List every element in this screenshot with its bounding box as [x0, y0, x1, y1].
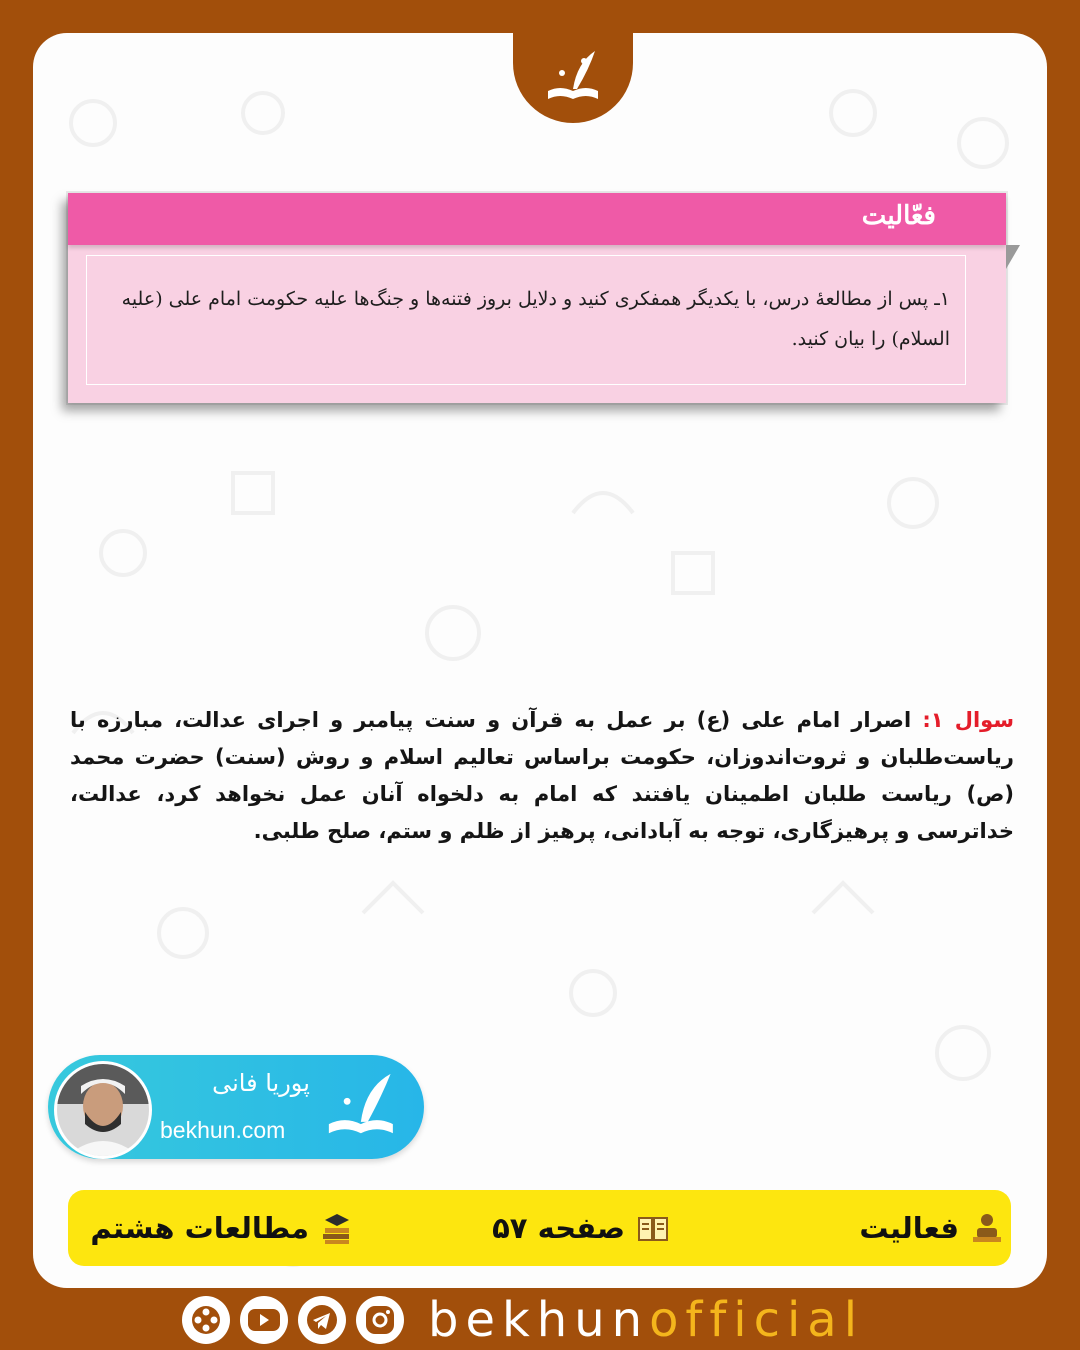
- open-book-icon: [635, 1210, 671, 1246]
- avatar: [54, 1061, 152, 1159]
- teacher-icon: [969, 1210, 1005, 1246]
- page-label: صفحه ۵۷: [492, 1211, 625, 1245]
- books-icon: [319, 1210, 355, 1246]
- topic-label: فعالیت: [859, 1211, 959, 1245]
- textbook-activity-box: [68, 193, 1006, 403]
- activity-header: [68, 193, 1006, 245]
- topic-item: [859, 1204, 1005, 1252]
- author-badge: [48, 1055, 424, 1159]
- youtube-icon[interactable]: [240, 1296, 288, 1344]
- telegram-icon[interactable]: [298, 1296, 346, 1344]
- author-photo: [57, 1064, 149, 1156]
- bekhun-logo-icon: [538, 43, 608, 113]
- film-reel-icon[interactable]: [182, 1296, 230, 1344]
- answer-text: اصرار امام علی (ع) بر عمل به قرآن و سنت پیامبر و اجرای عدالت، مبارزه با ریاست‌طلبان و ثروت‌اندوزان، حکومت براساس تعالیم اسلام و روش (سنت) حضرت محمد (ص) ریاست طلبان اطمینان یافتند که امام به دلخواه آنان عمل نخواهد کرد، عدالت، خداترسی و پرهیزگاری، توجه به آبادانی، پرهیز از ظلم و ستم، صلح طلبی.: [70, 708, 1014, 843]
- bekhun-logo-badge: [513, 33, 633, 123]
- subject-label: مطالعات هشتم: [90, 1211, 309, 1245]
- brand-part1: bekhun: [428, 1292, 650, 1348]
- question-label: سوال ۱:: [922, 708, 1014, 732]
- bekhun-logo-icon: [322, 1067, 402, 1147]
- activity-text: ۱ـ پس از مطالعهٔ درس، با یکدیگر همفکری کنید و دلایل بروز فتنه‌ها و جنگ‌ها علیه حکومت امام علی (علیه السلام) را بیان کنید.: [121, 288, 950, 350]
- lesson-info-bar: [68, 1190, 1011, 1266]
- brand-part2: official: [649, 1292, 865, 1348]
- footer: [182, 1294, 864, 1346]
- header-fold: [1006, 245, 1020, 269]
- author-name: پوریا فانی: [212, 1069, 310, 1097]
- author-website[interactable]: bekhun.com: [160, 1117, 286, 1143]
- brand-handle: [428, 1294, 864, 1346]
- answer-paragraph: [70, 702, 1014, 850]
- page-item: [492, 1204, 671, 1252]
- subject-item: [90, 1204, 355, 1252]
- instagram-icon[interactable]: [356, 1296, 404, 1344]
- activity-title: فعّالیت: [861, 201, 936, 231]
